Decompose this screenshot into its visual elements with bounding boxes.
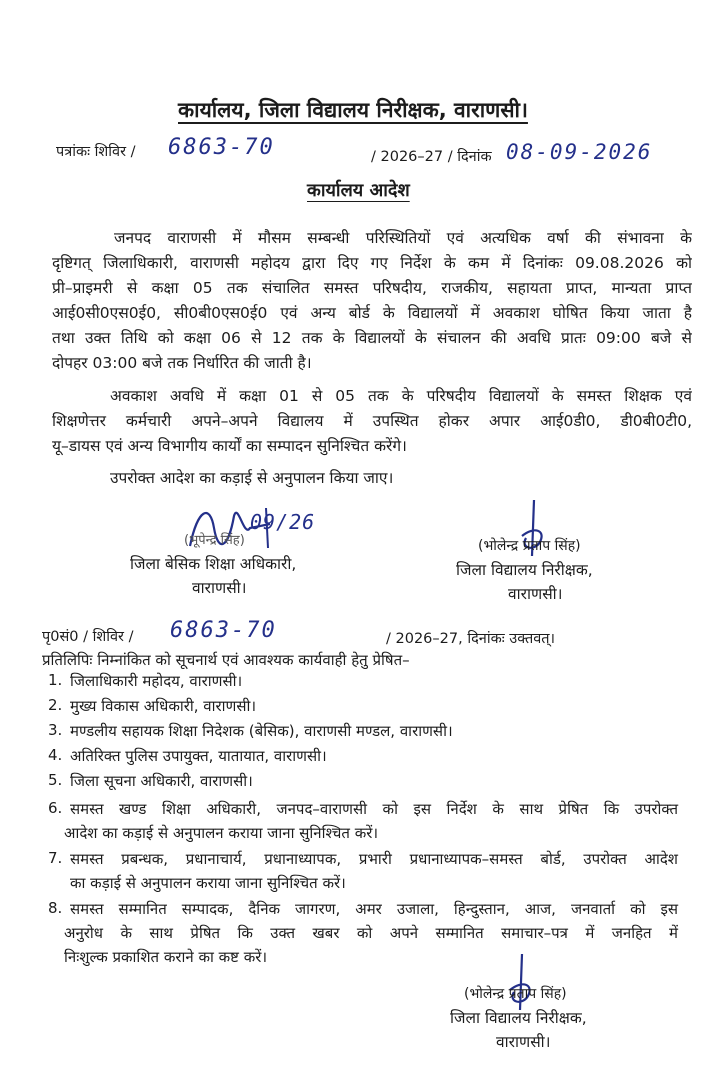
paragraph-line: आई0सी0एस0ई0, सी0बी0एस0ई0 एवं अन्य बोर्ड के विद्यालयों में अवकाश घोषित किया जाता है: [52, 304, 692, 322]
letter-date-handwritten: 08-09-2026: [506, 140, 653, 164]
list-item: [42, 743, 682, 768]
list-item: [42, 846, 682, 896]
copy-distribution-intro: प्रतिलिपिः निम्नांकित को सूचनार्थ एवं आवश्यक कार्यवाही हेतु प्रेषित–: [42, 651, 410, 669]
list-item: [42, 796, 682, 846]
paragraph-line: प्री–प्राइमरी से कक्षा 05 तक संचालित समस्त परिषदीय, राजकीय, सहायता प्राप्त, मान्यता प्राप्त: [52, 279, 692, 297]
list-item-number: 3.: [48, 721, 63, 739]
paragraph-line: जनपद वाराणसी में मौसम सम्बन्धी परिस्थितियों एवं अत्यधिक वर्षा की संभावना के: [114, 229, 692, 247]
paragraph-line: तथा उक्त तिथि को कक्षा 06 से 12 तक के विद्यालयों के संचालन की अवधि प्रातः 09:00 बजे से: [52, 329, 692, 347]
signatory-city-left: वाराणसी।: [192, 579, 247, 597]
list-item-text: का कड़ाई से अनुपालन कराया जाना सुनिश्चित करें।: [70, 874, 346, 892]
list-item-text: अनुरोध के साथ प्रेषित कि उक्त खबर को अपने सम्मानित समाचार–पत्र में जनहित में: [64, 924, 678, 942]
list-item-text: समस्त खण्ड शिक्षा अधिकारी, जनपद–वाराणसी को इस निर्देश के साथ प्रेषित कि उपरोक्त: [70, 800, 678, 818]
signatory-designation-right: जिला विद्यालय निरीक्षक,: [456, 561, 593, 579]
list-item-number: 6.: [48, 799, 63, 817]
order-paragraph-1: [52, 226, 692, 376]
letter-number-label: पत्रांकः शिविर /: [56, 144, 136, 160]
list-item-number: 8.: [48, 899, 63, 917]
list-item-text: आदेश का कड़ाई से अनुपालन कराया जाना सुनिश्चित करें।: [64, 824, 379, 842]
signatory-designation-bottom: जिला विद्यालय निरीक्षक,: [450, 1009, 587, 1027]
list-item: [42, 718, 682, 743]
list-item-number: 7.: [48, 849, 63, 867]
order-heading: कार्यालय आदेश: [307, 180, 410, 201]
list-item-number: 2.: [48, 696, 63, 714]
list-item-text: मण्डलीय सहायक शिक्षा निदेशक (बेसिक), वाराणसी मण्डल, वाराणसी।: [70, 722, 453, 740]
office-title: कार्यालय, जिला विद्यालय निरीक्षक, वाराणसी।: [178, 98, 528, 122]
signature-block-right: [452, 500, 652, 603]
list-item-text: मुख्य विकास अधिकारी, वाराणसी।: [70, 697, 257, 715]
signatory-name-right: (भोलेन्द्र प्रताप सिंह): [478, 538, 581, 554]
paragraph-line: दृष्टिगत् जिलाधिकारी, वाराणसी महोदय द्वारा दिए गए निर्देश के कम में दिनांकः 09.08.2026 को: [52, 254, 692, 272]
signature-scribble-right: [504, 496, 564, 566]
paragraph-line: शिक्षणेत्तर कर्मचारी अपने–अपने विद्यालय में उपस्थित होकर अपार आई0डी0, डी0बी0टी0,: [52, 412, 692, 430]
copy-ref-number-handwritten: 6863-70: [170, 618, 277, 643]
list-item: [42, 668, 682, 693]
copy-distribution-list: [42, 668, 682, 971]
signatory-city-right: वाराणसी।: [508, 585, 563, 603]
list-item-number: 4.: [48, 746, 63, 764]
order-paragraph-2: [52, 384, 692, 459]
list-item-text: समस्त प्रबन्धक, प्रधानाचार्य, प्रधानाध्यापक, प्रभारी प्रधानाध्यापक–समस्त बोर्ड, उपरोक्त आदेश: [70, 850, 678, 868]
list-item: [42, 768, 682, 796]
signature-block-left: [120, 500, 340, 600]
list-item-text: जिला सूचना अधिकारी, वाराणसी।: [70, 772, 253, 790]
letter-number-handwritten: 6863-70: [168, 135, 275, 160]
list-item-text: निःशुल्क प्रकाशित कराने का कष्ट करें।: [64, 948, 268, 966]
list-item-text: जिलाधिकारी महोदय, वाराणसी।: [70, 672, 243, 690]
list-item-text: अतिरिक्त पुलिस उपायुक्त, यातायात, वाराणसी।: [70, 747, 327, 765]
signatory-name-left: (भूपेन्द्र सिंह): [184, 533, 245, 548]
signature-date-handwritten: 09/26: [250, 510, 316, 534]
signatory-city-bottom: वाराणसी।: [496, 1033, 551, 1051]
paragraph-line: अवकाश अवधि में कक्षा 01 से 05 तक के परिषदीय विद्यालयों के समस्त शिक्षक एवं: [110, 387, 692, 405]
signatory-name-bottom: (भोलेन्द्र प्रताप सिंह): [464, 986, 567, 1002]
list-item-number: 5.: [48, 771, 63, 789]
order-paragraph-3: उपरोक्त आदेश का कड़ाई से अनुपालन किया जाए।: [110, 469, 394, 487]
paragraph-line: दोपहर 03:00 बजे तक निर्धारित की जाती है।: [52, 354, 312, 372]
list-item-number: 1.: [48, 671, 63, 689]
letter-date-label: / 2026–27 / दिनांक: [371, 149, 492, 165]
copy-ref-date: / 2026–27, दिनांकः उक्तवत्।: [386, 631, 556, 647]
list-item-text: समस्त सम्मानित सम्पादक, दैनिक जागरण, अमर उजाला, हिन्दुस्तान, आज, जनवार्ता को इस: [70, 900, 678, 918]
copy-ref-label: पृ0सं0 / शिविर /: [42, 629, 134, 645]
signature-block-bottom: [446, 958, 666, 1058]
list-item: [42, 693, 682, 718]
paragraph-line: यू–डायस एवं अन्य विभागीय कार्यों का सम्पादन सुनिश्चित करेंगे।: [52, 437, 407, 455]
signatory-designation-left: जिला बेसिक शिक्षा अधिकारी,: [130, 555, 297, 573]
